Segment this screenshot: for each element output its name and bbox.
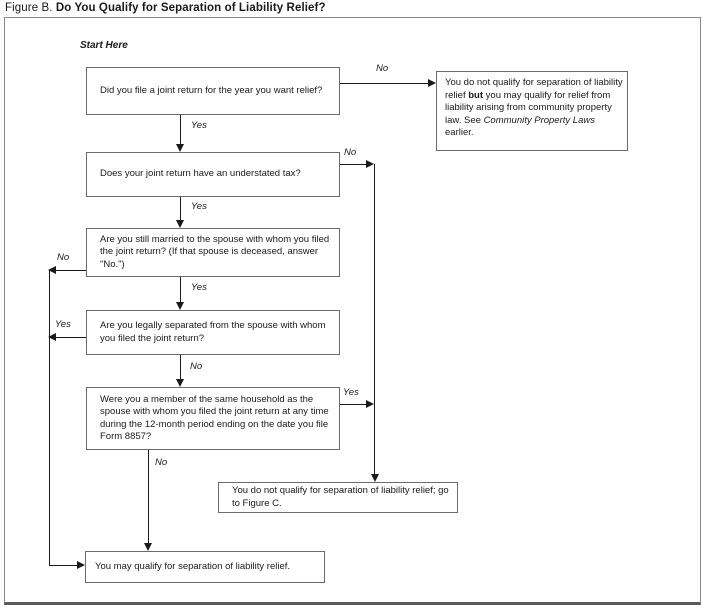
- label-q1-no: No: [376, 63, 389, 74]
- q1-joint-return-box: [86, 67, 340, 115]
- label-q2-yes: Yes: [191, 201, 207, 212]
- connector-q1-yes-line: [180, 115, 181, 146]
- q2-understated-tax-box: [86, 152, 340, 197]
- label-q2-no: No: [344, 147, 357, 158]
- outcome-community-s3: you may qualify for relief from liability arising from community property law. See: [445, 89, 612, 126]
- q5-text: Were you a member of the same household as the spouse with whom you filed the joint return at any time during the 12-month period ending on the date you file Form 8857?: [100, 393, 329, 442]
- connector-left-rail: [49, 270, 50, 566]
- outcome-community-s2: but: [468, 89, 484, 101]
- q3-still-married-box: [86, 228, 340, 277]
- outcome-may-qualify-box: [85, 551, 325, 583]
- q3-text: Are you still married to the spouse with whom you filed the joint return? (If that spouse is deceased, answer "No."): [100, 233, 330, 270]
- arrowhead-may-qualify-left: [77, 561, 85, 569]
- arrowhead-q1-no: [428, 79, 436, 87]
- connector-left-rail-elbow: [49, 565, 78, 566]
- connector-q4-no-line: [180, 355, 181, 381]
- arrowhead-q5-no: [144, 543, 152, 551]
- connector-q2-no-line: [340, 164, 366, 165]
- label-q3-yes: Yes: [191, 282, 207, 293]
- label-q3-no: No: [57, 252, 70, 263]
- connector-q5-yes-line: [340, 404, 366, 405]
- connector-q1-no-line: [340, 83, 429, 84]
- outcome-figure-c-text: You do not qualify for separation of liability relief; go to Figure C.: [232, 485, 449, 509]
- outcome-community-s1: You do not qualify for separation of liability relief: [445, 77, 623, 101]
- q4-legally-separated-box: [86, 310, 340, 355]
- outcome-may-qualify-text: You may qualify for separation of liability relief.: [95, 560, 291, 572]
- connector-q5-no-line: [148, 450, 149, 545]
- q4-text: Are you legally separated from the spouse with whom you filed the joint return?: [100, 320, 326, 344]
- connector-q3-no-line: [54, 270, 86, 271]
- connector-q4-yes-line: [54, 337, 86, 338]
- figure-title-main: Do You Qualify for Separation of Liability Relief?: [55, 2, 326, 14]
- outcome-community-s5: earlier.: [445, 127, 474, 138]
- outcome-figure-c-box: [218, 482, 458, 513]
- label-q5-no: No: [155, 457, 168, 468]
- connector-q2-yes-line: [180, 197, 181, 222]
- arrowhead-q1-yes: [176, 144, 184, 152]
- label-q5-yes: Yes: [343, 387, 359, 398]
- figure-title-prefix: Figure B.: [5, 2, 56, 14]
- connector-q3-yes-line: [180, 277, 181, 304]
- connector-right-rail: [374, 164, 375, 475]
- q2-text: Does your joint return have an understated tax?: [100, 168, 301, 180]
- arrowhead-q2-no: [366, 160, 374, 168]
- arrowhead-q3-yes: [176, 302, 184, 310]
- q1-text: Did you file a joint return for the year you want relief?: [100, 84, 323, 96]
- arrowhead-q4-yes: [48, 333, 56, 341]
- q5-same-household-box: [86, 387, 340, 450]
- outcome-community-property-box: [436, 71, 628, 151]
- label-q4-yes: Yes: [55, 319, 71, 330]
- arrowhead-q5-yes: [366, 400, 374, 408]
- label-q4-no: No: [190, 361, 203, 372]
- figure-title: [5, 2, 326, 14]
- arrowhead-q2-yes: [176, 220, 184, 228]
- arrowhead-q4-no: [176, 379, 184, 387]
- outcome-community-s4: Community Property Laws: [483, 114, 595, 126]
- label-q1-yes: Yes: [191, 120, 207, 131]
- arrowhead-figure-c: [371, 474, 379, 482]
- start-here-label: Start Here: [80, 40, 128, 51]
